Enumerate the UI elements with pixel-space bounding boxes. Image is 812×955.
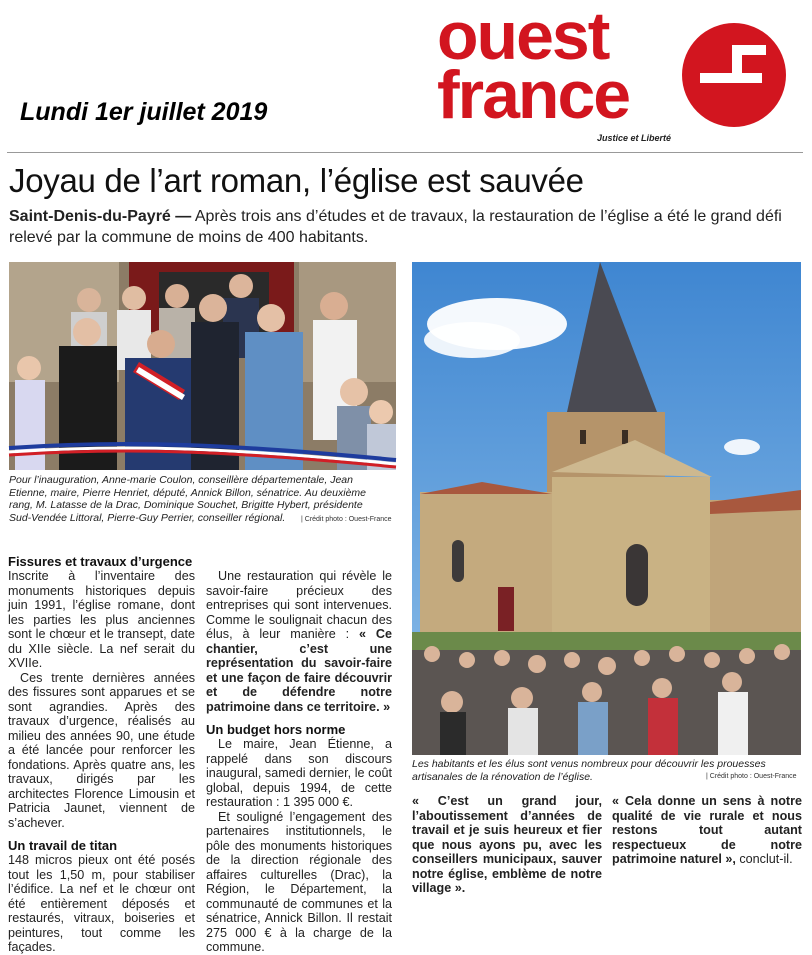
paragraph-inventory: Inscrite à l’inventaire des monuments historiques depuis juin 1991, l’église romane, dont les parties les plus anciennes sont le chœur et le transept, date du XIIe siècle. La nef serait du XVIIe. [8,569,195,670]
article-column-4 [612,794,802,867]
article-lead-text: Après trois ans d’études et de travaux, la restauration de l’église a été le grand défi relevé par la commune de moins de 400 habitants. [9,208,782,246]
church-photo-caption: Les habitants et les élus sont venus nombreux pour découvrir les prouesses artisanales de la rénovation de l’église. [412,758,766,783]
church-photo [412,262,801,755]
article-column-3 [412,794,602,895]
church-photo-credit: | Crédit photo : Ouest-France [706,773,797,780]
article-dateline: Saint-Denis-du-Payré — [9,208,192,225]
subhead-budget: Un budget hors norme [206,722,346,737]
mayor-quote-2 [612,794,802,867]
mayor-quote-1-text: « C’est un grand jour, l’aboutissement d’années de travail et je suis heureux et fier que nous ayons pu, avec les conseillers municipaux, sauver notre église, emblème de notre village ». [412,794,602,895]
inauguration-photo-caption: Pour l’inauguration, Anne-marie Coulon, conseillère départementale, Jean Etienne, maire, Pierre Henriet, député, Annick Billon, sénatrice. Au deuxième rang, M. Latasse de la Drac, Dominique Souchet, Brigitte Hybert, présidente Sud-Vendée Littoral, Pierre-Guy Perrier, conseiller régional. [9,474,366,524]
inauguration-photo [9,262,396,470]
logo-word-france: france [437,57,630,134]
conclusion-text: conclut-il. [739,852,793,866]
mayor-quote-1 [412,794,602,896]
elected-quote: « Ce chantier, c’est une représentation du savoir-faire et une façon de faire découvrir et de défendre notre patrimoine dans ce territoire. » [206,627,392,714]
paragraph-titan: 148 micros pieux ont été posés tout les 1,50 m, pour stabiliser l’édifice. La nef et le chœur ont été entièrement déposés et restaurés, vitraux, boiseries et peintures, tout comme les façades. [8,853,195,954]
subhead-titan: Un travail de titan [8,838,118,853]
paragraph-cracks: Ces trente dernières années des fissures sont apparues et se sont agrandies. Après des travaux d’urgence, réalisés au milieu des années 90, une étude a été lancée pour renforcer les fondations. Après quatre ans, les travaux, dirigés par les architectes Florence Limousin et Patricia Jaunet, viennent de s’achever. [8,670,195,830]
article-lead [9,206,799,248]
savoir-faire-text: Une restauration qui révèle le savoir-faire précieux des entreprises qui sont intervenues. Comme le soulignait chacun des élus, à leur manière : [206,569,392,641]
subhead-fissures: Fissures et travaux d’urgence [8,554,193,569]
article-column-2 [206,554,392,954]
logo-motto: Justice et Liberté [597,133,672,143]
logo-word-ouest: ouest [437,0,609,74]
header-divider [7,152,803,153]
paragraph-partners: Et souligné l’engagement des partenaires institutionnels, le pôle des monuments historiques de la direction régionale des affaires culturelles (Drac), la Région, le Département, la communauté de communes et la sénatrice, Annick Billon. Il restait 275 000 € à la charge de la commune. [206,809,392,954]
article-headline: Joyau de l’art roman, l’église est sauvée [9,162,584,199]
logo-mark-icon [682,23,786,127]
paragraph-cost: Le maire, Jean Étienne, a rappelé dans son discours inaugural, samedi dernier, le coût global, depuis 1994, de cette restauration : 1 395 000 €. [206,737,392,809]
paragraph-savoir-faire [206,569,392,714]
article-column-1 [8,554,195,954]
mayor-quote-2-text: « Cela donne un sens à notre qualité de vie rurale et nous restons tout autant respectueux de notre patrimoine naturel », [612,794,802,866]
edition-date: Lundi 1er juillet 2019 [20,98,268,126]
ouest-france-logo [437,0,630,134]
inauguration-photo-credit: | Crédit photo : Ouest-France [301,516,392,523]
